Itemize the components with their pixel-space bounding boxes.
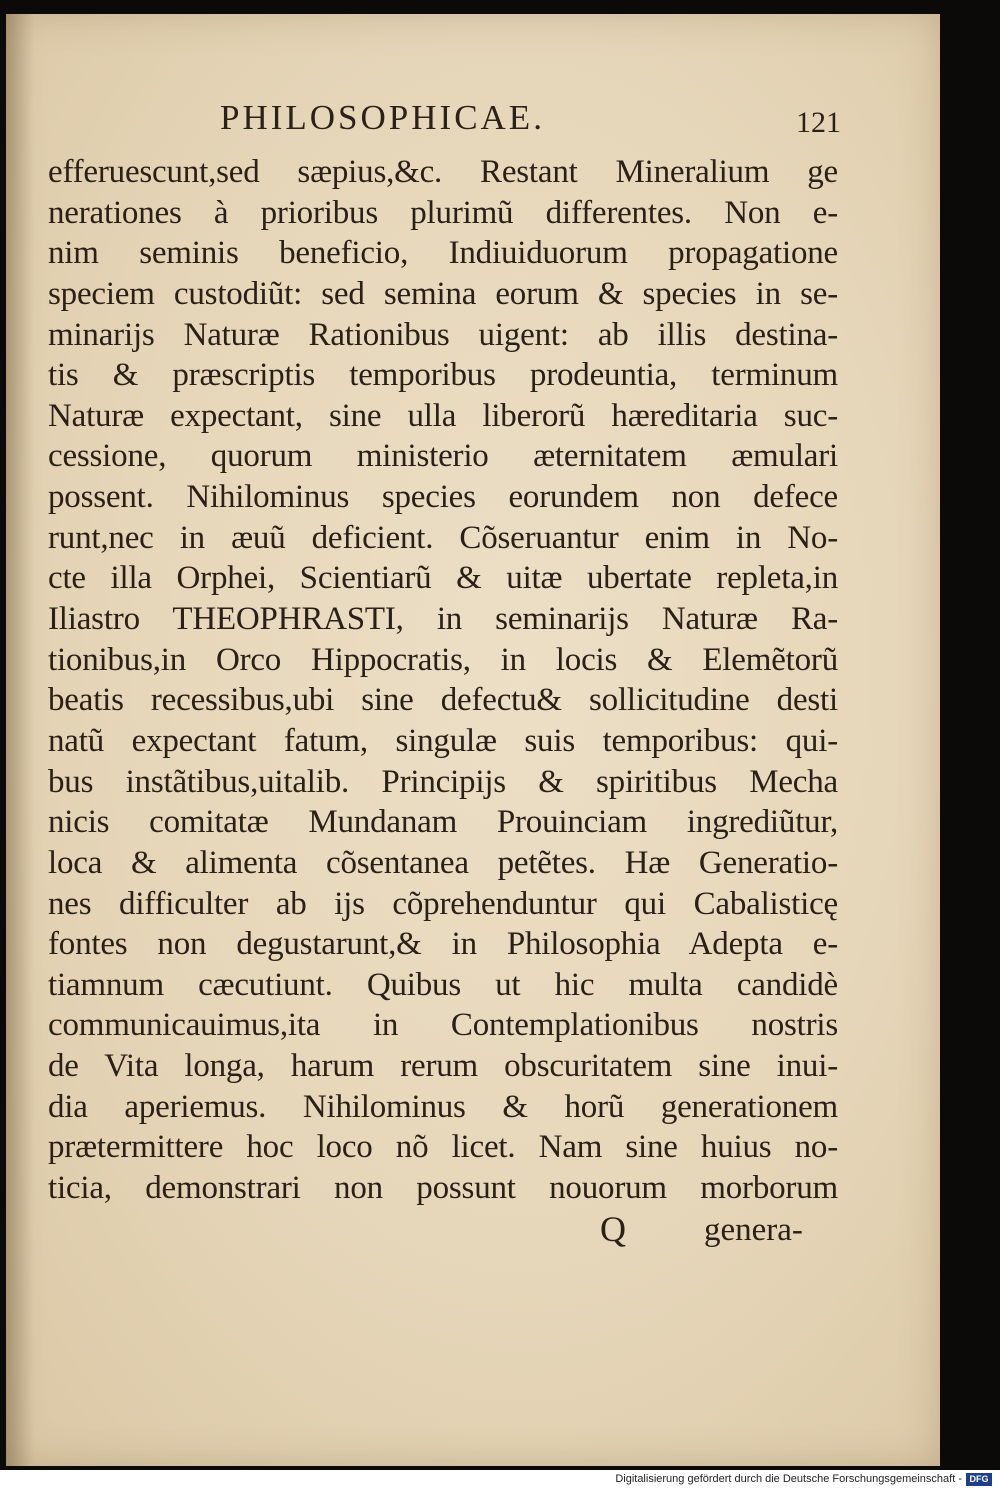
text-line: bus instãtibus,uitalib. Principijs & spiritibus Mecha (48, 763, 838, 800)
text-line: nerationes à prioribus plurimũ differentes. Non e- (48, 194, 838, 231)
text-line: tionibus,in Orco Hippocratis, in locis & Elemẽtorũ (48, 641, 838, 678)
text-line: fontes non degustarunt,& in Philosophia Adepta e- (48, 926, 838, 963)
running-head: PHILOSOPHICAE. (220, 98, 545, 137)
text-line: cte illa Orphei, Scientiarũ & uitæ ubertate repleta,in (48, 560, 838, 597)
folio-number: 121 (796, 106, 841, 139)
signature-mark: Q (600, 1209, 626, 1249)
text-line: de Vita longa, harum rerum obscuritatem sine inui- (48, 1048, 838, 1085)
text-line: runt,nec in æuũ deficient. Cõseruantur enim in No- (48, 519, 838, 556)
text-line: tis & præscriptis temporibus prodeuntia, terminum (48, 357, 838, 394)
text-line: ticia, demonstrari non possunt nouorum morborum (48, 1170, 838, 1207)
text-line: tiamnum cæcutiunt. Quibus ut hic multa candidè (48, 966, 838, 1003)
digitization-credit: Digitalisierung gefördert durch die Deutsche Forschungsgemeinschaft - (615, 1473, 962, 1485)
text-line: loca & alimenta cõsentanea petẽtes. Hæ Generatio- (48, 844, 838, 881)
text-line: nim seminis beneficio, Indiuiduorum propagatione (48, 235, 838, 272)
text-line: natũ expectant fatum, singulæ suis temporibus: qui- (48, 722, 838, 759)
text-line: beatis recessibus,ubi sine defectu& sollicitudine desti (48, 682, 838, 719)
text-line: nicis comitatæ Mundanam Prouinciam ingrediũtur, (48, 804, 838, 841)
catchword: genera- (704, 1212, 803, 1248)
text-line: nes difficulter ab ijs cõprehenduntur qui Cabalisticę (48, 885, 838, 922)
text-line: Naturæ expectant, sine ulla liberorũ hæreditaria suc- (48, 397, 838, 434)
text-line: cessione, quorum ministerio æternitatem æmulari (48, 438, 838, 475)
page-gutter-shadow (6, 14, 34, 1466)
text-line: efferuescunt,sed sæpius,&c. Restant Mineralium ge (48, 154, 838, 190)
text-line: communicauimus,ita in Contemplationibus nostris (48, 1007, 838, 1044)
text-line: prætermittere hoc loco nõ licet. Nam sine huius no- (48, 1129, 838, 1166)
text-line: possent. Nihilominus species eorundem non defece (48, 479, 838, 516)
text-line: speciem custodiũt: sed semina eorum & species in se- (48, 275, 838, 312)
dfg-logo: DFG (966, 1473, 992, 1486)
text-line: dia aperiemus. Nihilominus & horũ generationem (48, 1088, 838, 1125)
text-line: Iliastro THEOPHRASTI, in seminarijs Naturæ Ra- (48, 601, 838, 638)
body-text (48, 152, 838, 1209)
text-line: minarijs Naturæ Rationibus uigent: ab illis destina- (48, 316, 838, 353)
